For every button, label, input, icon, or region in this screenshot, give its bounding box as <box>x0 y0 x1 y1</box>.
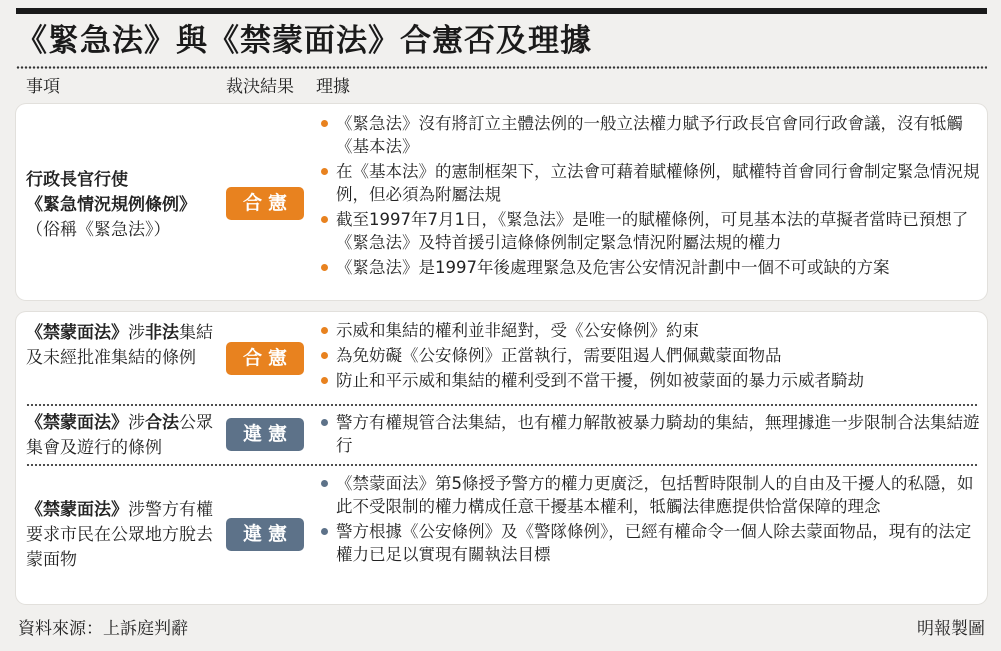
row1-reason: 在《基本法》的憲制框架下，立法會可藉着賦權條例，賦權特首會同行會制定緊急情況規例，但必須為附屬法規 <box>319 160 982 206</box>
bullet-icon <box>321 352 328 359</box>
top-rule <box>16 8 987 14</box>
row3-verdict-badge: 違憲 <box>226 418 304 451</box>
row4-reason: 警方根據《公安條例》及《警隊條例》，已經有權命令一個人除去蒙面物品，現有的法定權力已足以實現有關執法目標 <box>319 520 982 566</box>
row3-reasons <box>319 411 982 459</box>
row3-item: 《禁蒙面法》涉合法公眾集會及遊行的條例 <box>26 413 213 458</box>
row-divider <box>26 404 977 406</box>
row3 <box>16 408 987 462</box>
title-dotted-rule <box>16 66 987 69</box>
row1-reason: 《緊急法》沒有將訂立主體法例的一般立法權力賦予行政長官會同行政會議，沒有牴觸《基本法》 <box>319 112 982 158</box>
row4-reasons <box>319 472 982 568</box>
row3-reason: 警方有權規管合法集結，也有權力解散被暴力騎劫的集結，無理據進一步限制合法集結遊行 <box>319 411 982 457</box>
row4 <box>16 468 987 602</box>
source-note: 資料來源：上訴庭判辭 <box>18 619 188 639</box>
row4-verdict-badge: 違憲 <box>226 518 304 551</box>
row2-reason: 防止和平示威和集結的權利受到不當干擾，例如被蒙面的暴力示威者騎劫 <box>319 369 982 392</box>
header-reason: 理據 <box>316 77 350 97</box>
bullet-icon <box>321 216 328 223</box>
bullet-icon <box>321 377 328 384</box>
bullet-icon <box>321 327 328 334</box>
page-title: 《緊急法》與《禁蒙面法》合憲否及理據 <box>16 23 592 59</box>
header-verdict: 裁決結果 <box>226 77 294 97</box>
row1-item-line1: 行政長官行使 <box>26 170 128 190</box>
row4-reason: 《禁蒙面法》第5條授予警方的權力更廣泛，包括暫時限制人的自由及干擾人的私隱，如此不受限制的權力構成任意干擾基本權利，牴觸法律應提供恰當保障的理念 <box>319 472 982 518</box>
row2-verdict-badge: 合憲 <box>226 342 304 375</box>
bullet-icon <box>321 480 328 487</box>
row1-reasons <box>319 112 982 281</box>
row2-reason: 示威和集結的權利並非絕對，受《公安條例》約束 <box>319 319 982 342</box>
row1-item-line2: 《緊急情況規例條例》 <box>26 195 196 215</box>
row2-reason: 為免妨礙《公安條例》正當執行，需要阻遏人們佩戴蒙面物品 <box>319 344 982 367</box>
emergency-law-card <box>16 104 987 300</box>
row1-verdict-badge: 合憲 <box>226 187 304 220</box>
row1-reason: 《緊急法》是1997年後處理緊急及危害公安情況計劃中一個不可或缺的方案 <box>319 256 982 279</box>
mask-law-card <box>16 312 987 604</box>
row1-item <box>26 168 221 243</box>
row2-reasons <box>319 319 982 394</box>
row-divider <box>26 464 977 466</box>
header-item: 事項 <box>26 77 60 97</box>
bullet-icon <box>321 528 328 535</box>
credit-note: 明報製圖 <box>917 619 985 639</box>
bullet-icon <box>321 419 328 426</box>
bullet-icon <box>321 168 328 175</box>
bullet-icon <box>321 264 328 271</box>
bullet-icon <box>321 120 328 127</box>
row2 <box>16 312 987 404</box>
row4-item: 《禁蒙面法》涉警方有權要求市民在公眾地方脫去蒙面物 <box>26 500 213 570</box>
row1-item-line3: （俗稱《緊急法》） <box>26 220 171 240</box>
row1-reason: 截至1997年7月1日，《緊急法》是唯一的賦權條例，可見基本法的草擬者當時已預想了《緊急法》及特首援引這條條例制定緊急情況附屬法規的權力 <box>319 208 982 254</box>
row2-item: 《禁蒙面法》涉非法集結及未經批准集結的條例 <box>26 323 213 368</box>
